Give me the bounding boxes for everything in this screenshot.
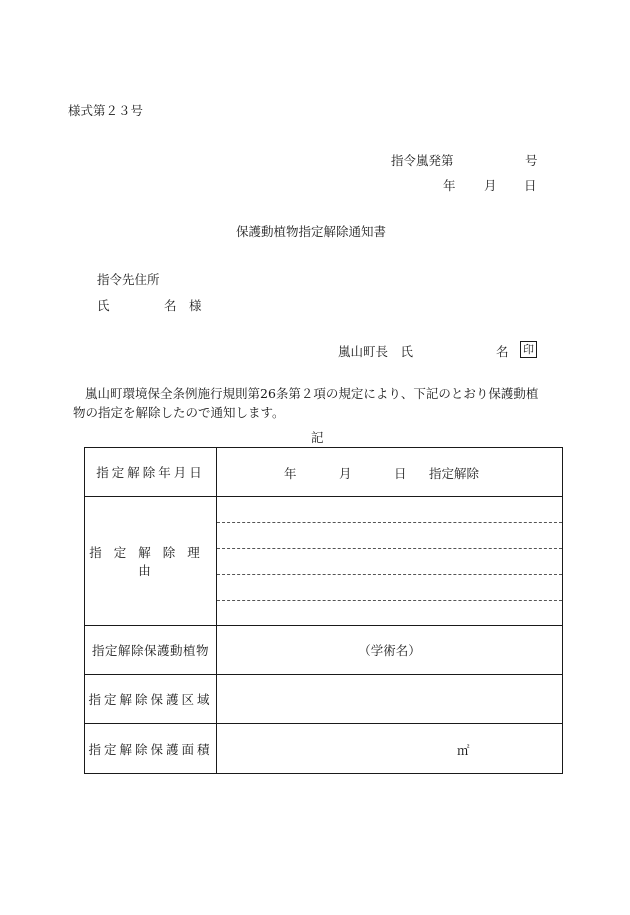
date-day: 日	[524, 178, 537, 193]
seal-text: 印	[520, 341, 537, 358]
row-reason-value	[217, 497, 563, 626]
recipient-honorific: 様	[189, 298, 202, 313]
issuer-name-label: 名	[496, 344, 509, 359]
row-date-label	[85, 448, 217, 497]
form-number: 様式第２３号	[68, 103, 144, 118]
row-size-label-text: 指定解除保護面積	[88, 741, 213, 757]
date-month: 月	[484, 178, 497, 193]
recipient-name-label-1: 氏	[97, 298, 110, 313]
row-area-label-text: 指定解除保護区域	[88, 692, 213, 707]
row-size-unit: ㎡	[457, 743, 470, 758]
table-row-area	[85, 675, 563, 724]
row-date-suffix: 指定解除	[429, 466, 480, 481]
row-date-month: 月	[339, 466, 352, 481]
table-row-date	[85, 448, 563, 497]
reason-line-2	[217, 523, 562, 549]
table-row-size	[85, 724, 563, 774]
row-date-day: 日	[394, 466, 407, 481]
row-area-value	[217, 675, 563, 724]
recipient-name-label-2: 名	[164, 298, 177, 313]
body-text-line1: 嵐山町環境保全条例施行規則第26条第２項の規定により、下記のとおり保護動植	[85, 386, 539, 401]
details-table	[84, 447, 563, 774]
body-text-line2: 物の指定を解除したので通知します。	[73, 405, 285, 420]
row-species-value	[217, 626, 563, 675]
row-area-label	[85, 675, 217, 724]
row-date-value	[217, 448, 563, 497]
row-species-label	[85, 626, 217, 675]
issuer-title: 嵐山町長 氏	[338, 344, 414, 359]
reason-line-4	[217, 575, 562, 601]
table-row-reason	[85, 497, 563, 626]
row-reason-label-text: 指定解除理由	[89, 545, 212, 578]
recipient-address-label: 指令先住所	[97, 272, 160, 287]
reference-suffix: 号	[525, 153, 538, 168]
reason-line-1	[217, 497, 562, 523]
table-row-species	[85, 626, 563, 675]
row-size-value	[217, 724, 563, 774]
row-date-label-text: 指定解除年月日	[96, 465, 205, 480]
row-reason-label	[85, 497, 217, 626]
reason-line-3	[217, 549, 562, 575]
row-species-scientific-name: （学術名）	[358, 643, 421, 658]
ki-heading: 記	[311, 430, 324, 445]
row-date-year: 年	[284, 466, 297, 481]
date-year: 年	[443, 178, 456, 193]
reference-prefix: 指令嵐発第	[391, 153, 454, 168]
seal-mark	[520, 341, 537, 358]
document-title: 保護動植物指定解除通知書	[236, 224, 387, 239]
row-species-label-text: 指定解除保護動植物	[91, 643, 209, 658]
row-size-label	[85, 724, 217, 774]
